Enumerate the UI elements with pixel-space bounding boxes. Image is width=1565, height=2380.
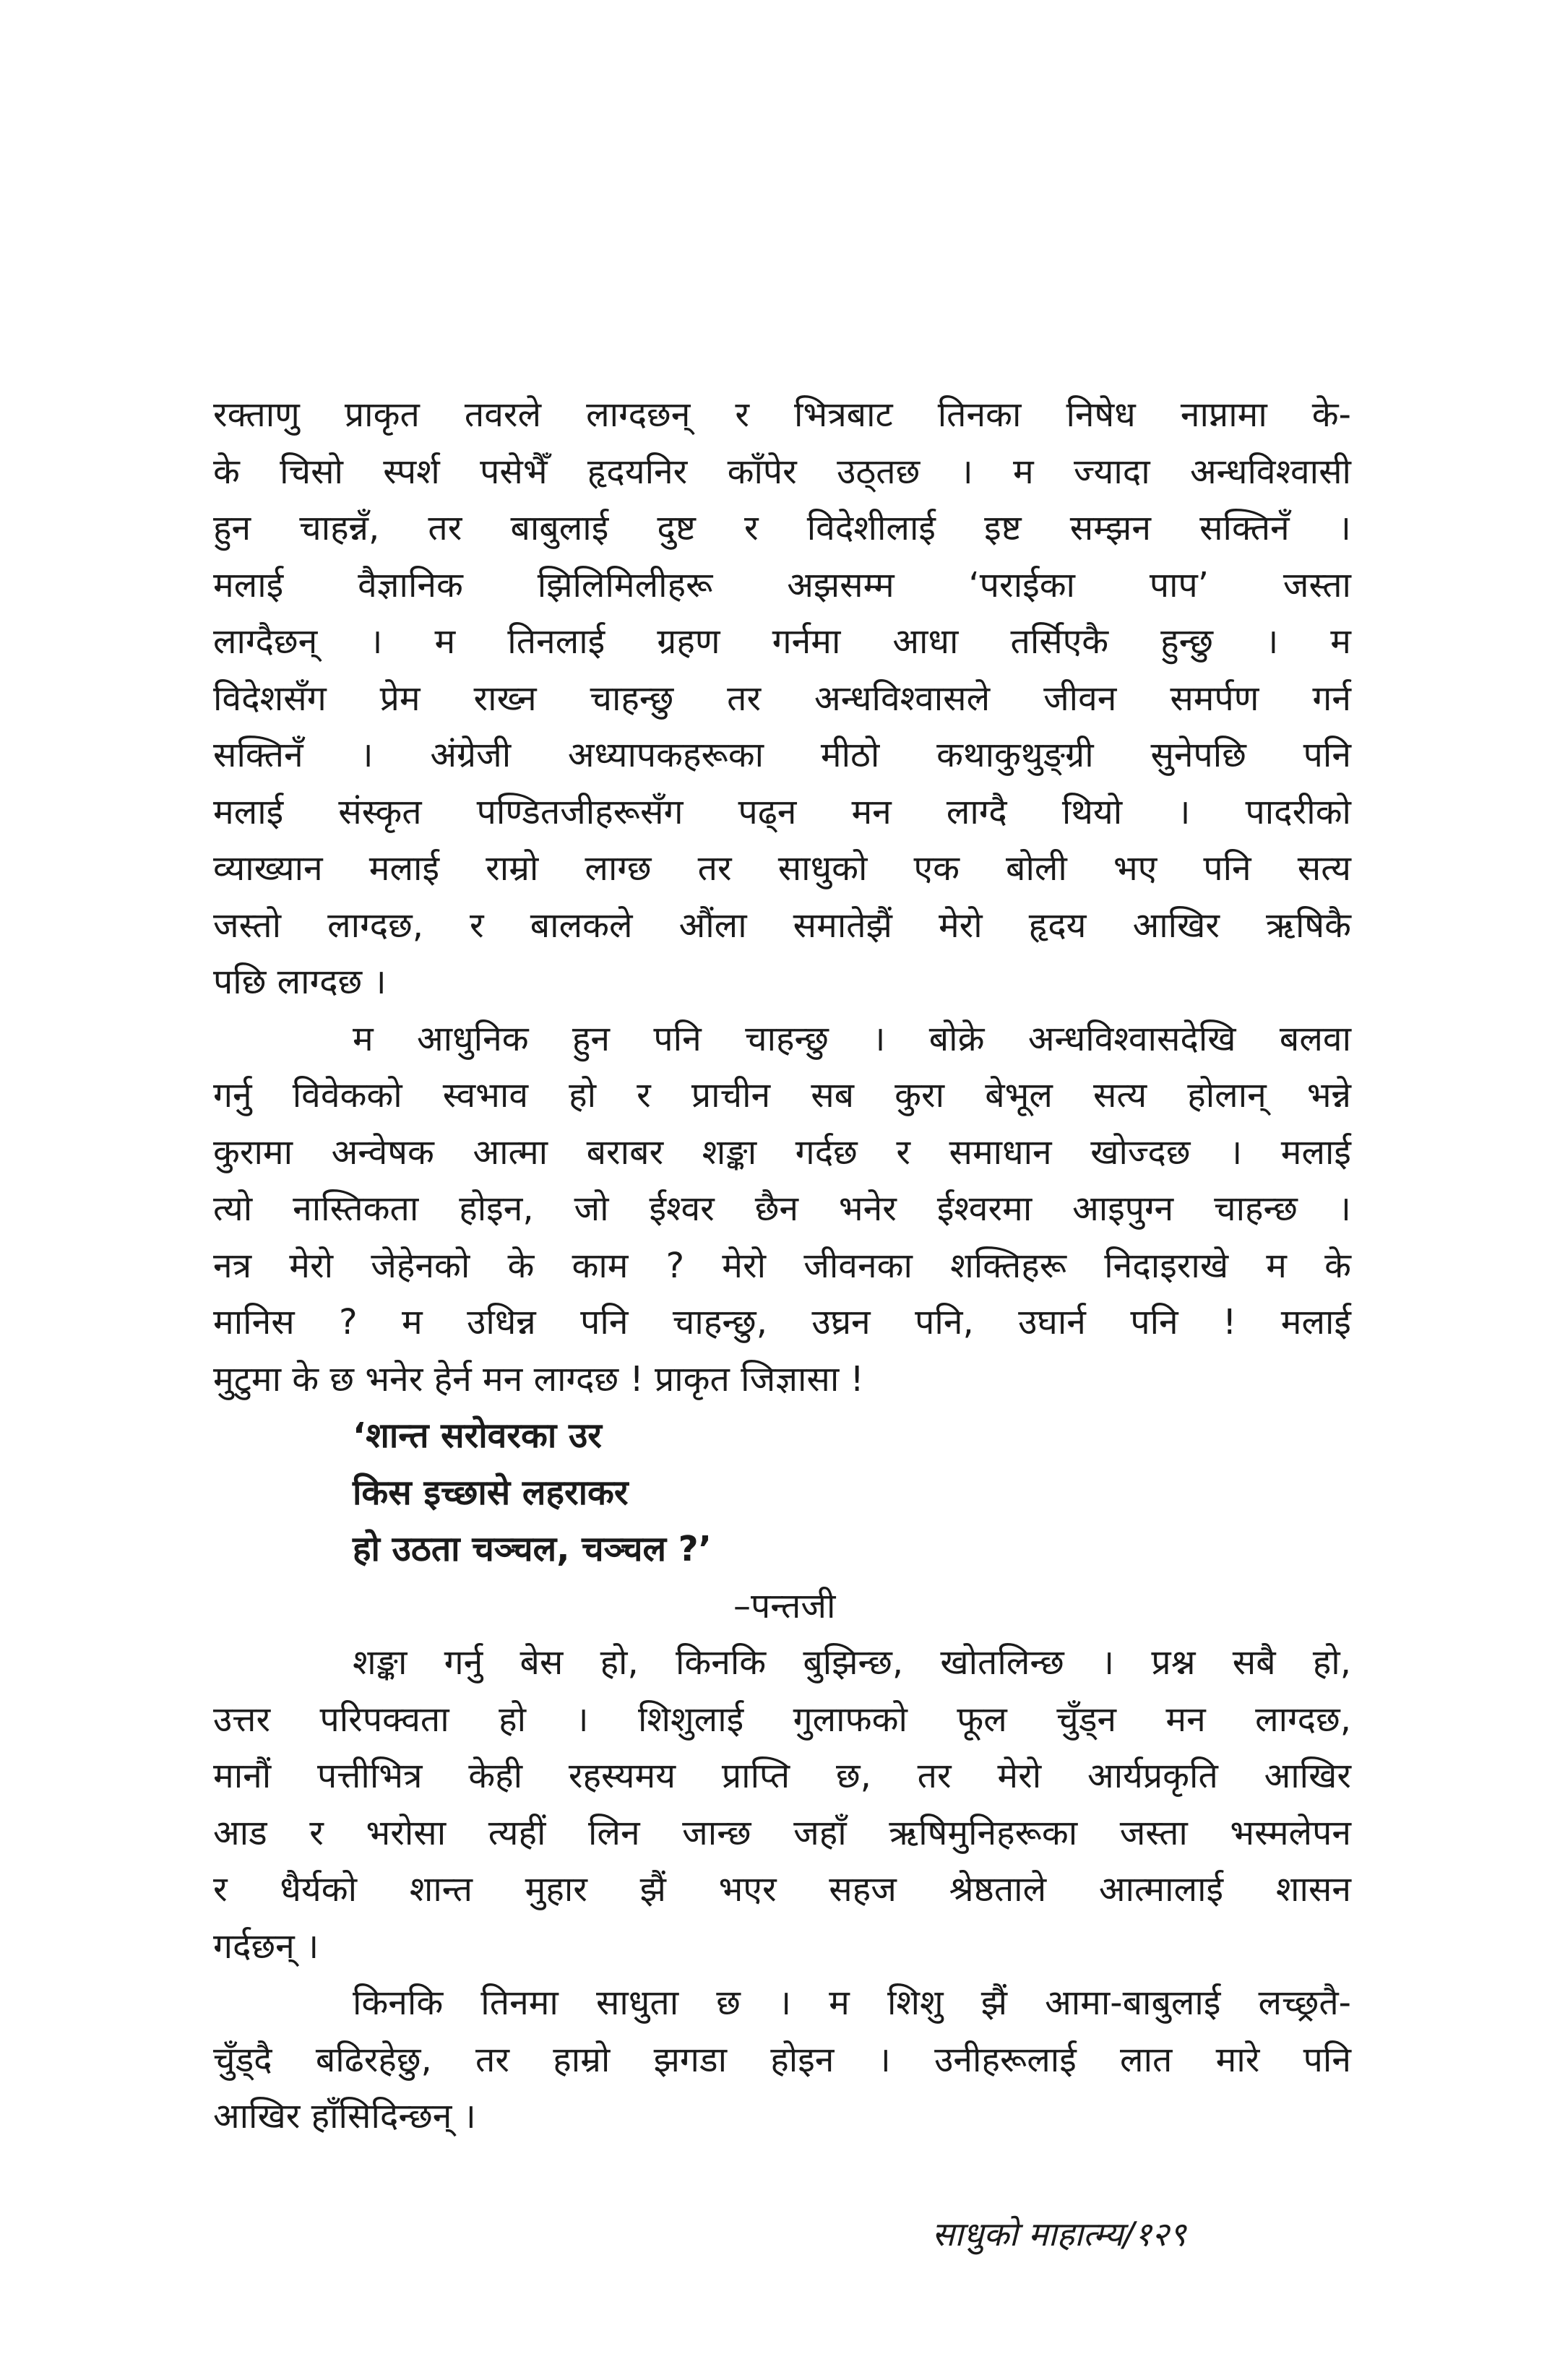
page-body — [213, 387, 1351, 2145]
text-line: विदेशसँग प्रेम राख्न चाहन्छु तर अन्धविश्वासले जीवन समर्पण गर्न — [213, 678, 1351, 719]
text-line: म आधुनिक हुन पनि चाहन्छु । बोक्रे अन्धविश्वासदेखि बलवा — [353, 1018, 1351, 1059]
text-line: लाग्दैछन् । म तिनलाई ग्रहण गर्नमा आधा तर्सिएकै हुन्छु । म — [213, 621, 1352, 662]
text-line: पछि लाग्दछ । — [213, 962, 387, 1002]
text-line: रक्ताणु प्राकृत तवरले लाग्दछन् र भित्रबाट तिनका निषेध नाप्नामा के- — [213, 394, 1351, 435]
text-line: व्याख्यान मलाई राम्रो लाग्छ तर साधुको एक बोली भए पनि सत्य — [213, 848, 1351, 889]
text-line: र धैर्यको शान्त मुहार झैं भएर सहज श्रेष्ठताले आत्मालाई शासन — [213, 1869, 1351, 1910]
text-line: शङ्का गर्नु बेस हो, किनकि बुझिन्छ, खोतलिन्छ । प्रश्न सबै हो, — [353, 1642, 1351, 1683]
text-line: गर्नु विवेकको स्वभाव हो र प्राचीन सब कुरा बेभूल सत्य होलान् भन्ने — [213, 1075, 1351, 1116]
paragraph-2 — [213, 1011, 1351, 1408]
verse-quote — [213, 1407, 1351, 1634]
text-line: मानौं पत्तीभित्र केही रहस्यमय प्राप्ति छ, तर मेरो आर्यप्रकृति आखिर — [213, 1756, 1351, 1796]
text-line: मानिस ? म उधिन्न पनि चाहन्छु, उघ्रन पनि, उघार्न पनि ! मलाई — [213, 1302, 1351, 1342]
text-line: नत्र मेरो जेहेनको के काम ? मेरो जीवनका शक्तिहरू निदाइराखे म के — [213, 1245, 1351, 1286]
verse-line: ‘शान्त सरोवरका उर — [353, 1415, 602, 1456]
text-line: आड र भरोसा त्यहीं लिन जान्छ जहाँ ऋषिमुनिहरूका जस्ता भस्मलेपन — [213, 1812, 1351, 1853]
paragraph-4 — [213, 1975, 1351, 2145]
text-line: उत्तर परिपक्वता हो । शिशुलाई गुलाफको फूल चुँड्न मन लाग्दछ, — [213, 1699, 1351, 1740]
text-line: कुरामा अन्वेषक आत्मा बराबर शङ्का गर्दछ र समाधान खोज्दछ । मलाई — [213, 1131, 1351, 1173]
paragraph-3 — [213, 1634, 1351, 1975]
running-footer: साधुको माहात्म्य/१२९ — [932, 2215, 1186, 2254]
text-line: मलाई वैज्ञानिक झिलिमिलीहरू अझसम्म ‘पराईका पाप’ जस्ता — [213, 564, 1351, 605]
text-line: आखिर हाँसिदिन्छन् । — [213, 2096, 476, 2137]
text-line: मलाई संस्कृत पण्डितजीहरूसँग पढ्न मन लाग्दै थियो । पादरीको — [213, 791, 1351, 832]
text-line: मुटुमा के छ भनेर हेर्न मन लाग्दछ ! प्राकृत जिज्ञासा ! — [213, 1358, 864, 1400]
text-line: हुन चाहन्नँ, तर बाबुलाई दुष्ट र विदेशीलाई इष्ट सम्झन सक्तिनँ । — [213, 508, 1351, 548]
text-line: त्यो नास्तिकता होइन, जो ईश्वर छैन भनेर ईश्वरमा आइपुग्न चाहन्छ । — [213, 1189, 1351, 1229]
text-line: किनकि तिनमा साधुता छ । म शिशु झैं आमा-बाबुलाई लच्छ्रतै- — [353, 1983, 1351, 2023]
text-line: के चिसो स्पर्श पसेभैँ हृदयनिर काँपेर उठ्तछ । म ज्यादा अन्धविश्वासी — [213, 451, 1351, 492]
verse-attribution: –पन्तजी — [733, 1585, 836, 1626]
text-line: गर्दछन् । — [213, 1926, 319, 1967]
verse-line: किस इच्छासे लहराकर — [353, 1472, 629, 1513]
text-line: जस्तो लाग्दछ, र बालकले औंला समातेझैं मेरो हृदय आखिर ऋषिकै — [213, 905, 1351, 946]
text-line: सक्तिनँ । अंग्रेजी अध्यापकहरूका मीठो कथाकुथुङ्ग्री सुनेपछि पनि — [213, 735, 1351, 775]
verse-line: हो उठता चञ्चल, चञ्चल ?’ — [353, 1529, 712, 1569]
paragraph-1 — [213, 387, 1351, 1011]
text-line: चुँड्दै बढिरहेछु, तर हाम्रो झगडा होइन । उनीहरूलाई लात मारे पनि — [213, 2039, 1351, 2080]
